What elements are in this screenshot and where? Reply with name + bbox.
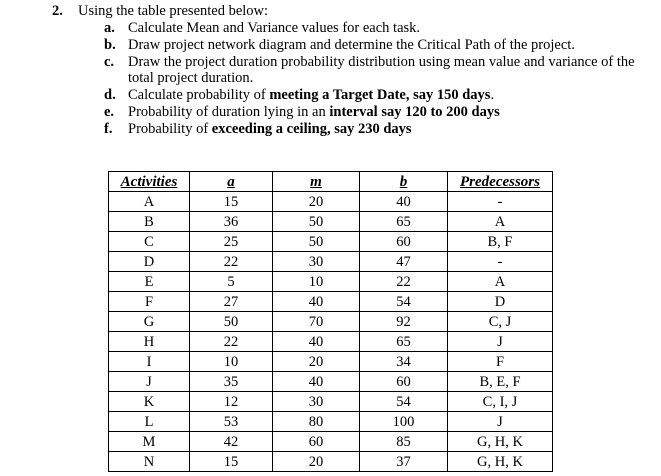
cell-m: 50 — [273, 212, 360, 232]
table-row — [109, 192, 553, 212]
question-number: 2. — [52, 3, 63, 19]
header-predecessors: Predecessors — [448, 172, 553, 192]
item-letter-a: a. — [104, 20, 115, 36]
header-m: m — [273, 172, 360, 192]
cell-a: 10 — [190, 352, 273, 372]
cell-predecessors: A — [448, 272, 553, 292]
cell-b: 22 — [360, 272, 448, 292]
item-text-c: Draw the project duration probability distribution using mean value and variance of the — [128, 54, 635, 70]
cell-m: 40 — [273, 292, 360, 312]
item-letter-c: c. — [104, 54, 115, 70]
cell-activity: H — [109, 332, 190, 352]
cell-predecessors: G, H, K — [448, 432, 553, 452]
item-letter-b: b. — [104, 37, 116, 53]
item-letter-e: e. — [104, 104, 115, 120]
cell-m: 20 — [273, 192, 360, 212]
cell-a: 36 — [190, 212, 273, 232]
cell-b: 60 — [360, 232, 448, 252]
cell-predecessors: A — [448, 212, 553, 232]
cell-a: 35 — [190, 372, 273, 392]
cell-b: 37 — [360, 452, 448, 472]
cell-b: 54 — [360, 292, 448, 312]
table-row — [109, 452, 553, 472]
item-text-e-plain: Probability of duration lying in an — [128, 104, 330, 120]
cell-b: 34 — [360, 352, 448, 372]
cell-a: 12 — [190, 392, 273, 412]
item-letter-f: f. — [104, 121, 113, 137]
cell-a: 42 — [190, 432, 273, 452]
cell-b: 47 — [360, 252, 448, 272]
item-text-b: Draw project network diagram and determine the Critical Path of the project. — [128, 37, 575, 53]
cell-predecessors: F — [448, 352, 553, 372]
cell-b: 60 — [360, 372, 448, 392]
cell-a: 22 — [190, 252, 273, 272]
item-text-d-bold: meeting a Target Date, say 150 days — [269, 87, 491, 103]
cell-activity: E — [109, 272, 190, 292]
cell-predecessors: C, J — [448, 312, 553, 332]
cell-a: 15 — [190, 192, 273, 212]
cell-predecessors: - — [448, 252, 553, 272]
table-row — [109, 232, 553, 252]
item-text-c-continuation: total project duration. — [128, 70, 254, 86]
cell-activity: F — [109, 292, 190, 312]
table-row — [109, 212, 553, 232]
cell-activity: G — [109, 312, 190, 332]
cell-m: 10 — [273, 272, 360, 292]
cell-m: 40 — [273, 372, 360, 392]
table-row — [109, 432, 553, 452]
cell-a: 5 — [190, 272, 273, 292]
table-body — [109, 192, 553, 472]
cell-activity: L — [109, 412, 190, 432]
item-text-d-after: . — [490, 87, 495, 103]
table-row — [109, 392, 553, 412]
item-text-f-plain: Probability of — [128, 121, 212, 137]
question-intro: Using the table presented below: — [78, 3, 269, 19]
cell-m: 20 — [273, 452, 360, 472]
cell-m: 60 — [273, 432, 360, 452]
cell-predecessors: C, I, J — [448, 392, 553, 412]
table-header-row — [109, 172, 553, 192]
cell-a: 27 — [190, 292, 273, 312]
cell-b: 65 — [360, 332, 448, 352]
table-row — [109, 332, 553, 352]
item-text-f — [128, 121, 412, 138]
cell-predecessors: G, H, K — [448, 452, 553, 472]
cell-b: 85 — [360, 432, 448, 452]
cell-predecessors: B, F — [448, 232, 553, 252]
cell-predecessors: J — [448, 412, 553, 432]
table-row — [109, 272, 553, 292]
activities-table — [108, 171, 553, 472]
cell-activity: K — [109, 392, 190, 412]
cell-activity: N — [109, 452, 190, 472]
cell-a: 22 — [190, 332, 273, 352]
cell-a: 50 — [190, 312, 273, 332]
cell-activity: J — [109, 372, 190, 392]
cell-a: 53 — [190, 412, 273, 432]
item-text-d — [128, 87, 494, 104]
cell-m: 80 — [273, 412, 360, 432]
table-row — [109, 372, 553, 392]
cell-activity: B — [109, 212, 190, 232]
cell-m: 40 — [273, 332, 360, 352]
table-row — [109, 352, 553, 372]
cell-m: 70 — [273, 312, 360, 332]
cell-b: 100 — [360, 412, 448, 432]
cell-predecessors: D — [448, 292, 553, 312]
cell-activity: I — [109, 352, 190, 372]
cell-b: 92 — [360, 312, 448, 332]
item-text-e — [128, 104, 500, 121]
cell-activity: C — [109, 232, 190, 252]
cell-m: 50 — [273, 232, 360, 252]
table-row — [109, 312, 553, 332]
table-row — [109, 412, 553, 432]
table-row — [109, 252, 553, 272]
item-text-d-plain: Calculate probability of — [128, 87, 270, 103]
cell-a: 15 — [190, 452, 273, 472]
table-row — [109, 292, 553, 312]
cell-b: 65 — [360, 212, 448, 232]
cell-activity: M — [109, 432, 190, 452]
cell-predecessors: - — [448, 192, 553, 212]
cell-b: 54 — [360, 392, 448, 412]
cell-m: 30 — [273, 252, 360, 272]
cell-activity: D — [109, 252, 190, 272]
item-text-f-bold: exceeding a ceiling, say 230 days — [211, 121, 412, 137]
cell-m: 20 — [273, 352, 360, 372]
cell-predecessors: B, E, F — [448, 372, 553, 392]
cell-b: 40 — [360, 192, 448, 212]
cell-m: 30 — [273, 392, 360, 412]
cell-activity: A — [109, 192, 190, 212]
header-activities: Activities — [109, 172, 190, 192]
item-text-e-bold: interval say 120 to 200 days — [329, 104, 500, 120]
item-text-a: Calculate Mean and Variance values for each task. — [128, 20, 421, 36]
item-letter-d: d. — [104, 87, 116, 103]
cell-predecessors: J — [448, 332, 553, 352]
header-b: b — [360, 172, 448, 192]
cell-a: 25 — [190, 232, 273, 252]
header-a: a — [190, 172, 273, 192]
